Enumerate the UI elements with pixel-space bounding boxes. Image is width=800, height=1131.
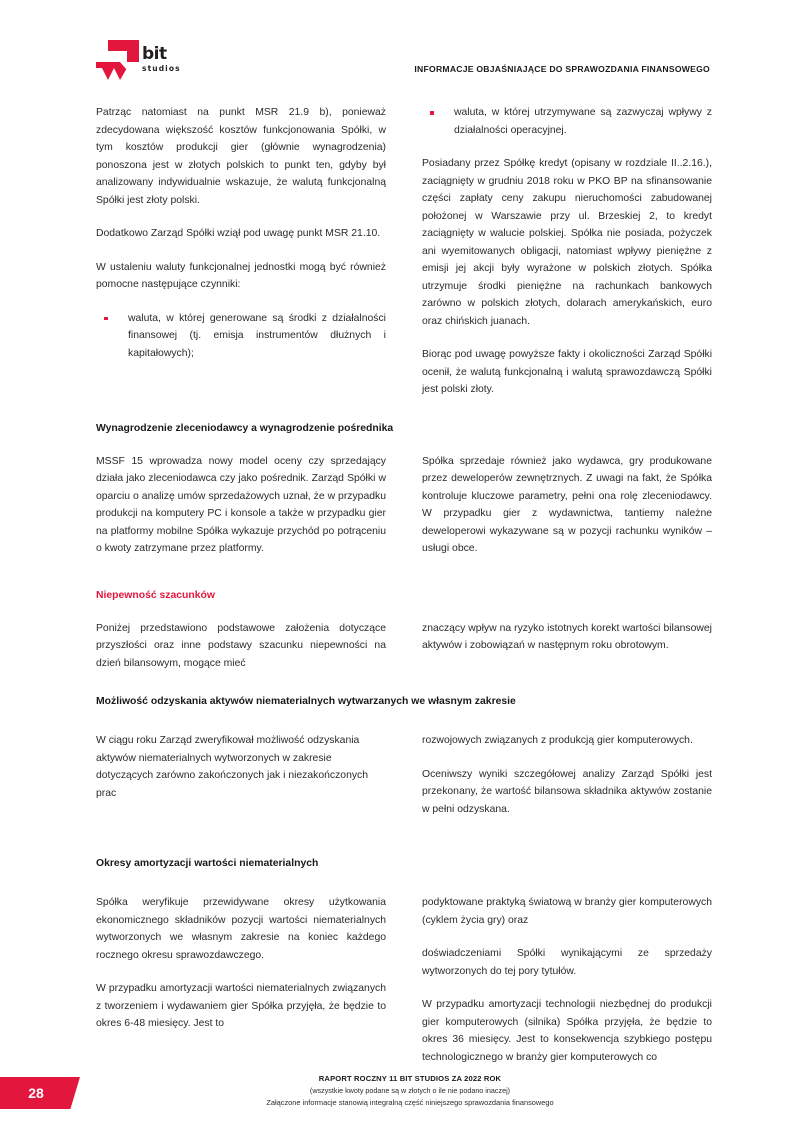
paragraph-bank-credit: Posiadany przez Spółkę kredyt (opisany w rozdziale II..2.16.), zaciągnięty w grudniu 2018 roku w PKO BP na sfinansowanie części zapłaty ceny zakupu nieruchomości zabudowanej położonej w Warszawie przy ul. Brzeskiej 2, to kredyt zaciągnięty w walucie polskiej. Spółka nie posiada, pożyczek ani wyemitowanych obligacji, natomiast wpływy pieniężne z emisji jej akcji były wyrażone w polskich złotych. Spółka utrzymuje środki pieniężne na rachunkach bankowych zarówno w polskich złotych, dolarach amerykańskich, euro oraz chińskich juanach. (422, 158, 712, 327)
page-header (0, 0, 800, 100)
paragraph-recoverability-left: W ciągu roku Zarząd zweryfikował możliwość odzyskania aktywów niematerialnych wytworzonych w zakresie dotyczących zarówno zakończonych jak i niezakończonych prac (96, 735, 369, 799)
paragraph-amortisation-right-1: podyktowane praktyką światową w branży gier komputerowych (cyklem życia gry) oraz (422, 897, 712, 926)
paragraph-publisher-role: Spółka sprzedaje również jako wydawca, gry produkowane przez deweloperów zewnętrznych. Z uwagi na fakt, że Spółka kontroluje kluczowe parametry, pełni ona rolę zleceniodawcy. W przypadku gier z wydawnictwa, tantiemy należne deweloperowi wykazywane są w pozycji rachunku wyników – usługi obce. (422, 455, 712, 554)
logo-bit-text: bit (142, 44, 167, 64)
square-bullet-icon (430, 111, 434, 115)
page-footer (0, 1071, 800, 1131)
column-right (422, 732, 712, 834)
footer-line-3: Załączone informacje stanowią integralną część niniejszego sprawozdania finansowego (266, 1097, 554, 1107)
column-right (422, 620, 712, 689)
list-item (96, 310, 386, 363)
page-number: 28 (28, 1085, 44, 1101)
section-heading-mozliwosc: Możliwość odzyskania aktywów niematerialnych wytwarzanych we własnym zakresie (96, 696, 516, 707)
spacer (96, 574, 712, 588)
section-heading-niepewnosc: Niepewność szacunków (96, 589, 215, 601)
paragraph-msr-219b: Patrząc natomiast na punkt MSR 21.9 b), ponieważ zdecydowana większość kosztów funkcjonowania Spółki, w tym kosztów produkcji gier (głównie wynagrodzenia) ponoszona jest w złotych polskich to punkt ten, gdyby był analizowany indywidualnie wskazuje, że walutą funkcjonalną Spółki jest złoty polski. (96, 107, 386, 206)
list-item-text: waluta, w której utrzymywane są zazwyczaj wpływy z działalności operacyjnej. (454, 107, 712, 136)
footer-text-block (140, 1073, 680, 1109)
paragraph-msr-2110: Dodatkowo Zarząd Spółki wziął pod uwagę punkt MSR 21.10. (96, 228, 381, 239)
paragraph-recoverability-right-1: rozwojowych związanych z produkcją gier komputerowych. (422, 735, 693, 746)
paragraph-amortisation-right-2: doświadczeniami Spółki wynikającymi ze sprzedaży wytworzonych do tej pory tytułów. (422, 948, 712, 977)
list-item (422, 104, 712, 139)
company-logo (96, 40, 181, 82)
bullet-list-right (422, 104, 712, 139)
column-left (96, 732, 386, 834)
section-niepewnosc (96, 588, 712, 689)
paragraph-mssf15: MSSF 15 wprowadza nowy model oceny czy sprzedający działa jako zleceniodawca czy jako pośrednik. Zarząd Spółki w oparciu o analizę umów sprzedażowych uznał, że w przypadku produkcji na komputery PC i konsole a także w przypadku gier na platformy mobilne Spółka wykazuje przychód po potrąceniu o kwoty zatrzymane przez platformy. (96, 455, 386, 554)
column-right (422, 104, 712, 415)
bullet-list-left (96, 310, 386, 363)
column-right (422, 894, 712, 1066)
content-block-currency (96, 104, 712, 415)
paragraph-estimates-right: znaczący wpływ na ryzyko istotnych korekt wartości bilansowej aktywów i zobowiązań w następnym roku obrotowym. (422, 622, 712, 651)
paragraph-amortisation-right-3: W przypadku amortyzacji technologii niezbędnej do produkcji gier komputerowych (silnika) Spółka przyjęła, że będzie to okres 36 miesięcy. Jest to konsekwencja szybkiego postępu technologicznego w branży gier komputerowych co (422, 999, 712, 1063)
section-heading-wynagrodzenie: Wynagrodzenie zleceniodawcy a wynagrodzenie pośrednika (96, 422, 394, 434)
section-mozliwosc-odzyskania (96, 694, 712, 834)
list-item-text: waluta, w której generowane są środki z działalności finansowej (tj. emisja instrumentów dłużnych i kapitałowych); (128, 312, 386, 359)
footer-line-1: RAPORT ROCZNY 11 BIT STUDIOS ZA 2022 ROK (318, 1074, 502, 1083)
column-left (96, 620, 386, 689)
column-left (96, 453, 386, 574)
header-title: INFORMACJE OBJAŚNIAJĄCE DO SPRAWOZDANIA FINANSOWEGO (414, 64, 710, 74)
eleven-bit-mark-icon (96, 40, 139, 80)
column-right (422, 453, 712, 574)
paragraph-recoverability-right-2: Oceniwszy wyniki szczegółowej analizy Zarząd Spółki jest przekonany, że wartość bilansowa składnika aktywów zostanie w pełni odzyskana. (422, 768, 712, 815)
square-bullet-icon (104, 317, 108, 321)
paragraph-amortisation-left-1: Spółka weryfikuje przewidywane okresy użytkowania ekonomicznego składników pozycji wartości niematerialnych wytworzonych we własnym zakresie na koniec każdego rocznego okresu sprawozdawczego. (96, 897, 386, 961)
page-content (96, 104, 712, 1066)
logo-studios-text: studios (142, 64, 181, 73)
section-okresy-amortyzacji (96, 856, 712, 1066)
paragraph-currency-conclusion: Biorąc pod uwagę powyższe fakty i okoliczności Zarząd Spółki ocenił, że walutą funkcjonalną i walutą sprawozdawczą Spółki jest polski złoty. (422, 349, 712, 395)
column-left (96, 104, 386, 415)
logo-wordmark (142, 46, 182, 73)
paragraph-estimates-left: Poniżej przedstawiono podstawowe założenia dotyczące przyszłości oraz inne podstawy szacunku niepewności na dzień bilansowym, mogące mieć (96, 622, 386, 669)
paragraph-functional-currency-factors: W ustaleniu waluty funkcjonalnej jednostki mogą być również pomocne następujące czynniki: (96, 261, 386, 290)
paragraph-amortisation-left-2: W przypadku amortyzacji wartości niematerialnych związanych z tworzeniem i wydawaniem gier Spółka przyjęła, że będzie to okres 6-48 miesięcy. Jest to (96, 983, 386, 1029)
section-wynagrodzenie (96, 421, 712, 574)
section-heading-okresy: Okresy amortyzacji wartości niematerialnych (96, 858, 319, 869)
footer-line-2: (wszystkie kwoty podane są w złotych o ile nie podano inaczej) (309, 1086, 511, 1095)
spacer (96, 834, 712, 856)
column-left (96, 894, 386, 1066)
